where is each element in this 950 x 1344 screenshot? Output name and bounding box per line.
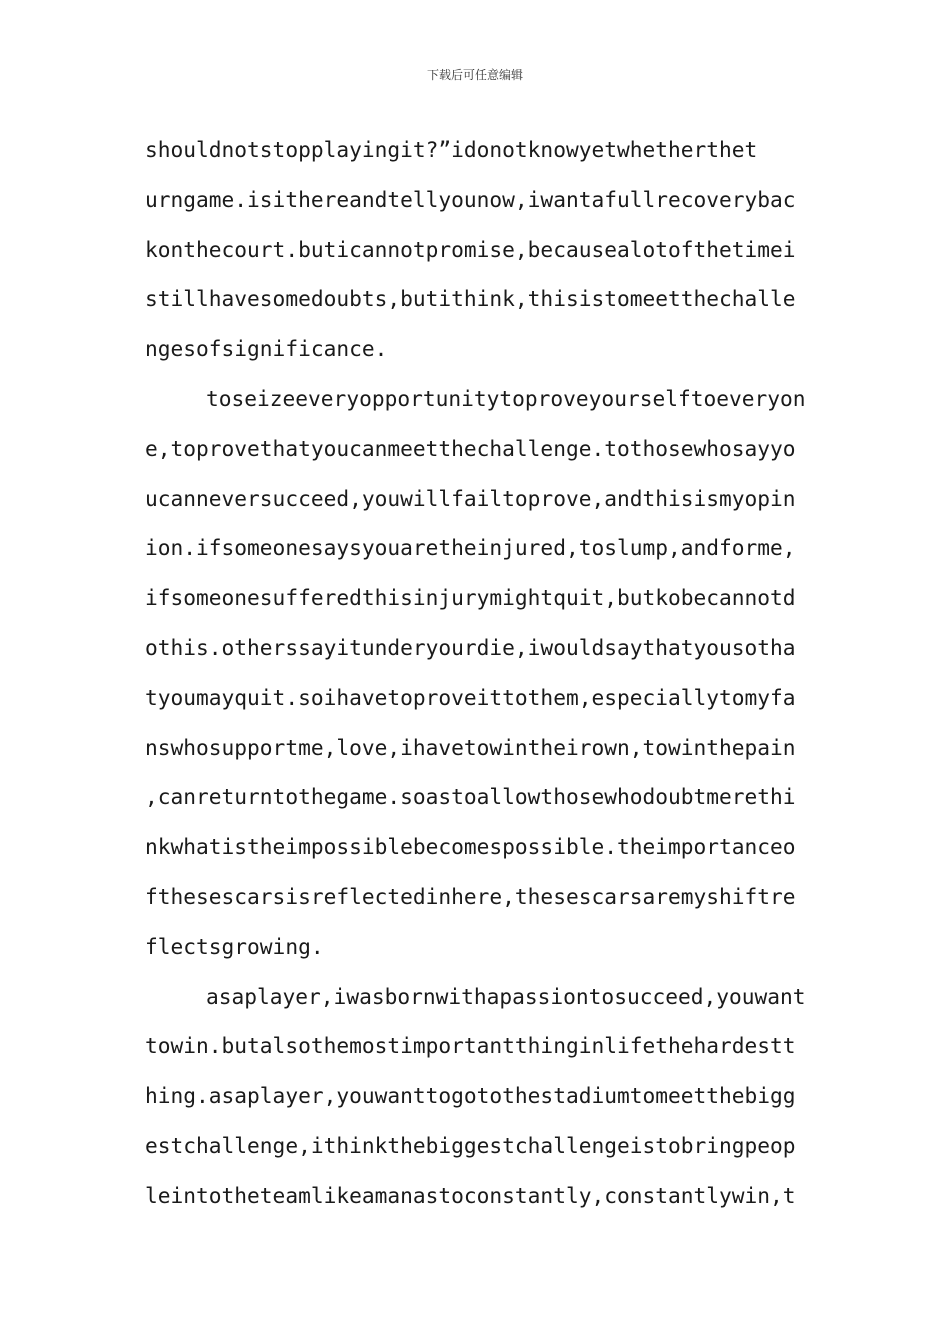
text-line: flectsgrowing. [145,933,324,959]
text-line: hing.asaplayer,youwanttogotothestadiumtomeetthebigg [145,1083,796,1109]
text-line: estchallenge,ithinkthebiggestchallengeistobringpeop [145,1132,796,1158]
text-line: tyoumayquit.soihavetoproveittothem,especiallytomyfa [145,684,796,710]
document-body [145,125,810,1221]
text-line: e,toprovethatyoucanmeetthechallenge.tothosewhosayyo [145,435,796,461]
text-line: towin.butalsothemostimportantthinginlifethehardestt [145,1033,796,1059]
text-line: konthecourt.buticannotpromise,becausealotofthetimei [145,236,796,262]
text-line: ion.ifsomeonesaysyouaretheinjured,toslump,andforme, [145,535,796,561]
text-line: nswhosupportme,love,ihavetowintheirown,towinthepain [145,734,796,760]
paragraph-first-line: asaplayer,iwasbornwithapassiontosucceed,youwant [206,983,806,1009]
text-line: fthesescarsisreflectedinhere,thesescarsaremyshiftre [145,883,796,909]
text-line: ucanneversucceed,youwillfailtoprove,andthisismyopin [145,485,796,511]
text-line: urngame.isithereandtellyounow,iwantafullrecoverybac [145,186,796,212]
text-line: shouldnotstopplayingit?”idonotknowyetwhetherthet [145,137,758,162]
text-line: othis.otherssayitunderyourdie,iwouldsaythatyousotha [145,634,796,660]
paragraph-first-line: toseizeeveryopportunitytoproveyourselftoeveryon [206,385,806,411]
text-line: stillhavesomedoubts,butithink,thisistomeetthechalle [145,286,796,312]
text-line: ifsomeonesufferedthisinjurymightquit,butkobecannotd [145,585,796,611]
text-line: nkwhatistheimpossiblebecomespossible.theimportanceo [145,834,796,860]
page-header: 下载后可任意编辑 [426,68,523,82]
text-line: leintotheteamlikeamanastoconstantly,constantlywin,t [145,1182,796,1208]
text-line: ,canreturntothegame.soastoallowthosewhodoubtmerethi [145,784,796,810]
text-line: ngesofsignificance. [145,336,388,362]
